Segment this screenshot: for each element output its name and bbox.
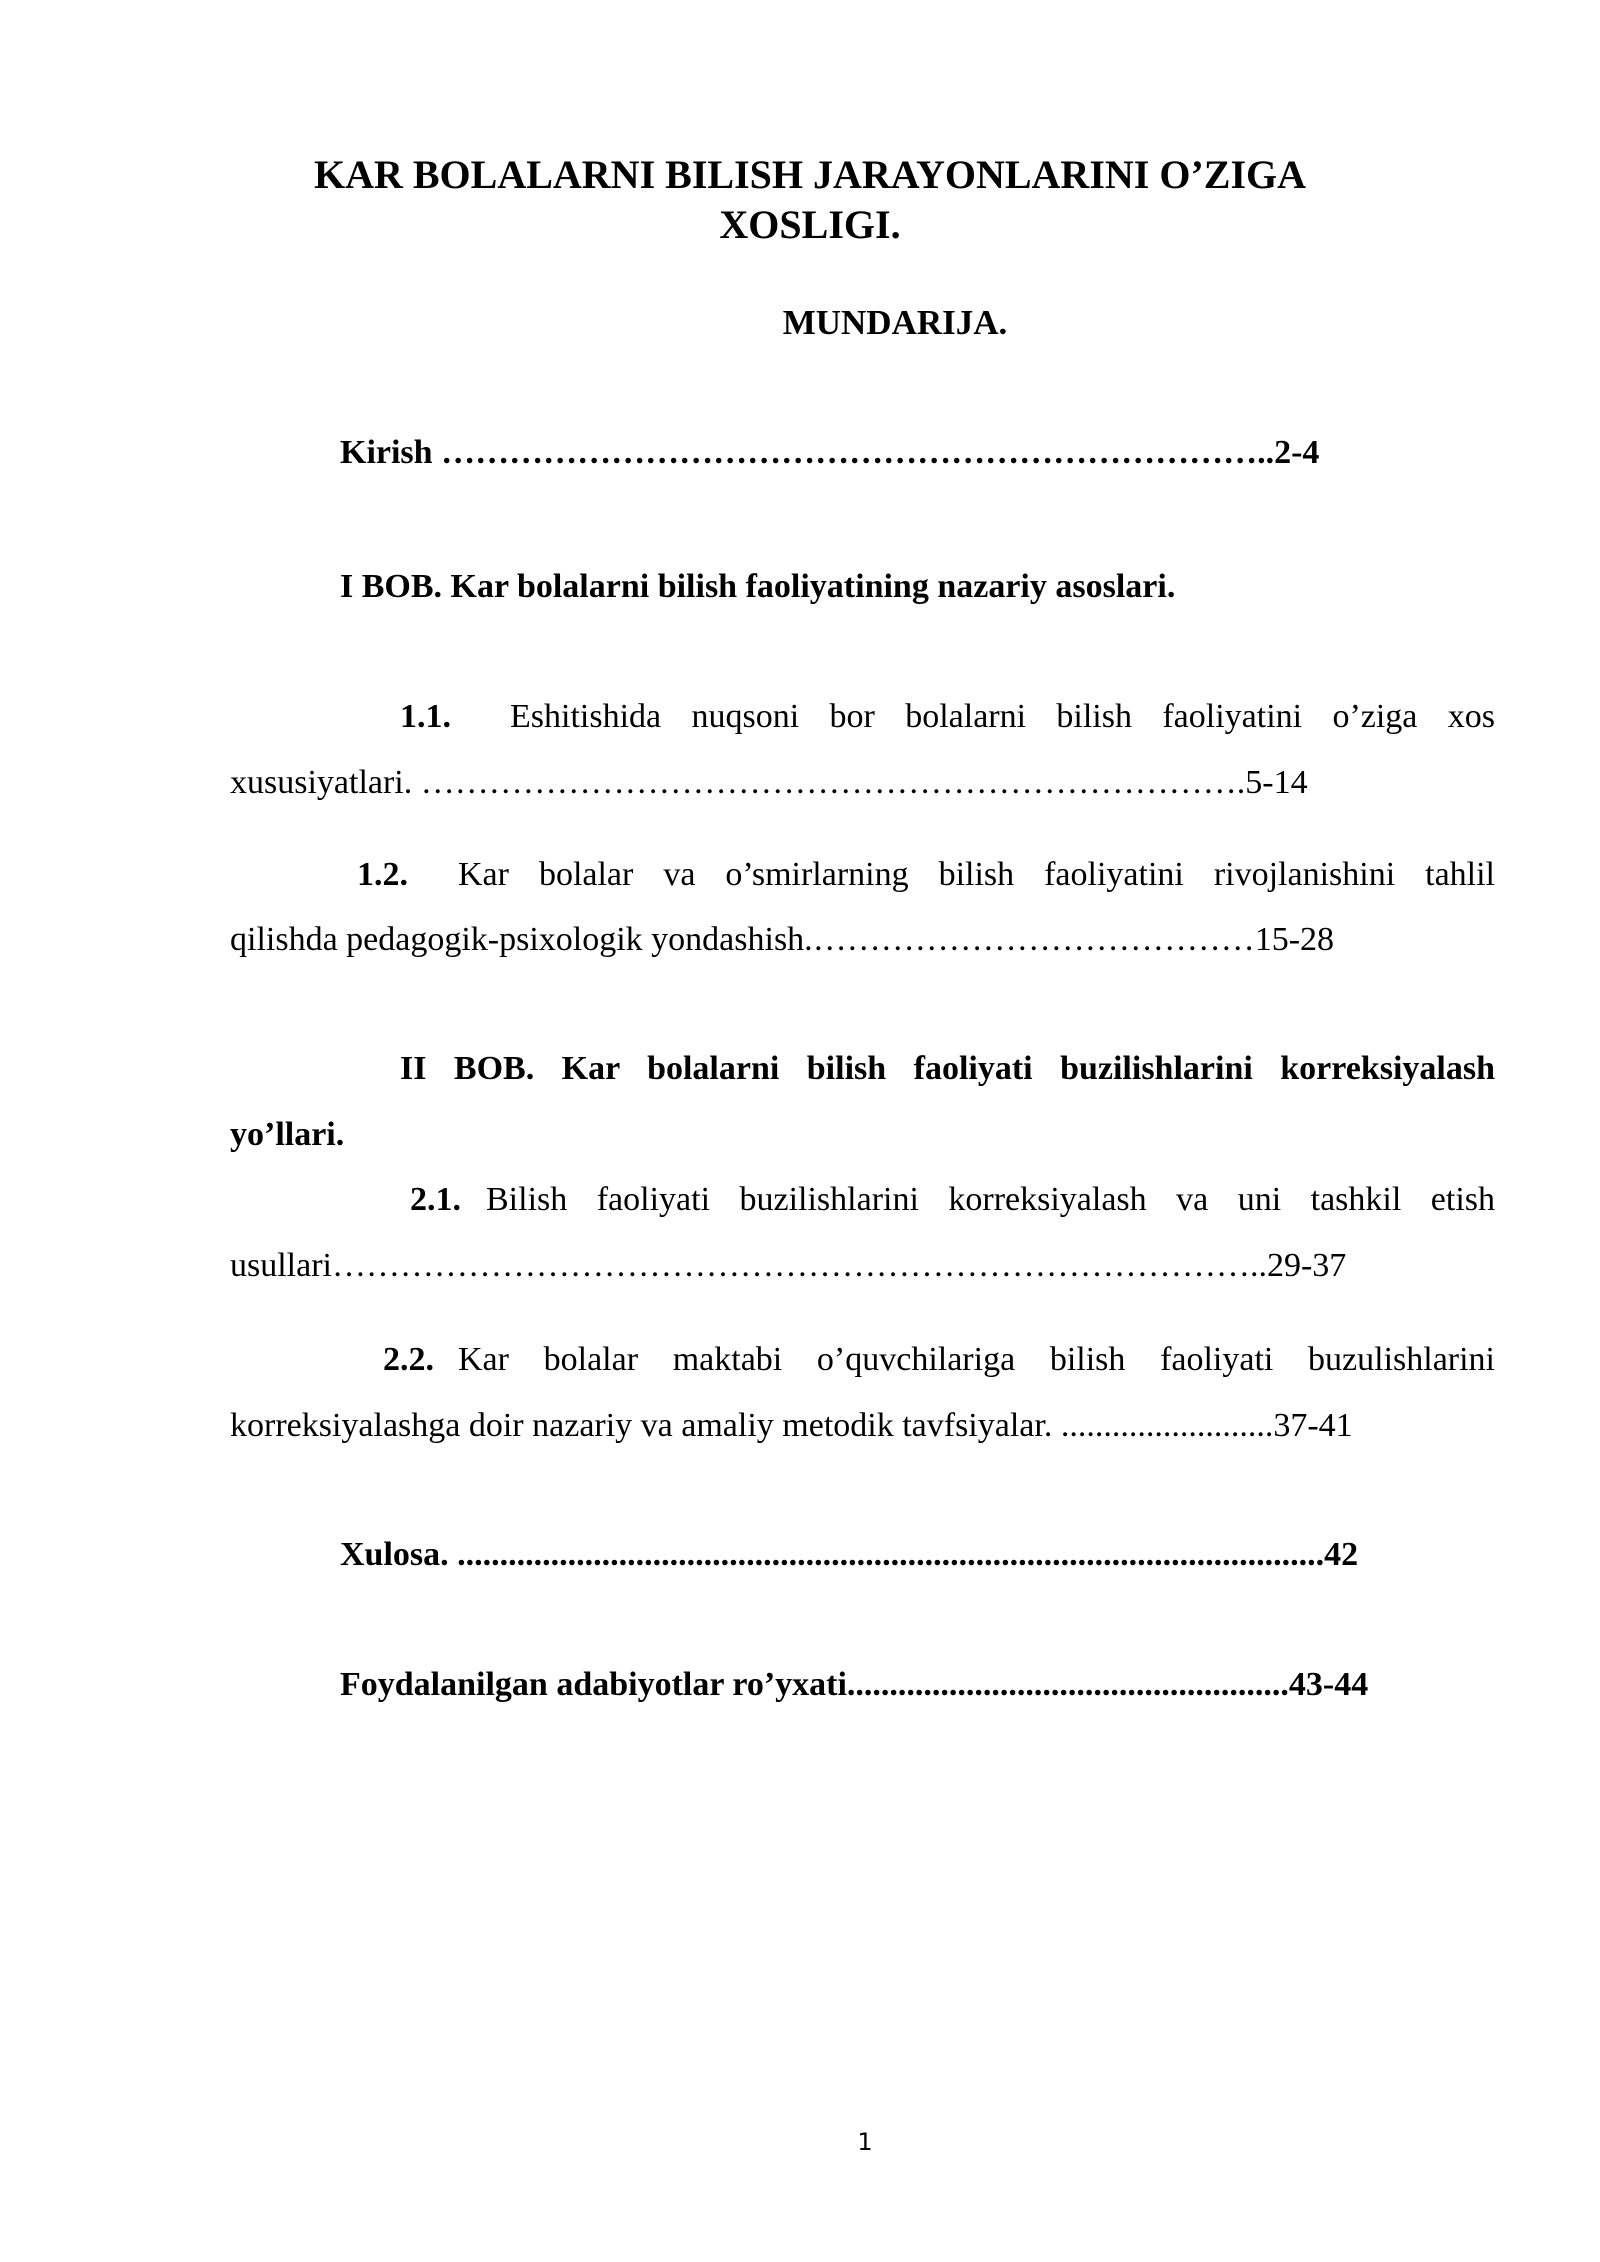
toc-section-1-1-text [510, 697, 1495, 737]
toc-section-text: Eshitishida nuqsoni bor bolalarni bilish faoliyatini o’ziga xos [510, 698, 1495, 735]
toc-section-1-2-line-1[interactable] [357, 855, 408, 895]
toc-page-range: 43-44 [1288, 1666, 1369, 1703]
page-number: 1 [857, 2128, 873, 2156]
toc-entry-xulosa[interactable] [340, 1535, 1358, 1575]
toc-entry-label: Foydalanilgan adabiyotlar ro’yxati [340, 1666, 847, 1703]
toc-chapter-2-title-line-2[interactable]: yo’llari. [230, 1116, 345, 1153]
toc-entry-label: Kirish [340, 434, 442, 471]
toc-section-number: 2.1. [410, 1181, 461, 1218]
toc-section-text-continued: xususiyatlari. [230, 764, 421, 801]
toc-page-range: 5-14 [1245, 764, 1308, 801]
toc-section-2-2-text [458, 1340, 1495, 1380]
toc-section-2-1-text [486, 1180, 1495, 1220]
document-title-line-1: KAR BOLALARNI BILISH JARAYONLARINI O’ZIGA [313, 152, 1307, 197]
toc-entry-label: Xulosa. [340, 1536, 458, 1573]
contents-heading: MUNDARIJA. [782, 303, 1008, 342]
toc-page-range: 15-28 [1254, 921, 1335, 958]
toc-dot-leader: ……………………………………………………………….. [441, 434, 1275, 471]
toc-chapter-1-title[interactable]: I BOB. Kar bolalarni bilish faoliyatining nazariy asoslari. [340, 568, 1176, 605]
toc-page-range: 29-37 [1266, 1247, 1347, 1284]
document-title [230, 150, 1390, 250]
toc-dot-leader: ......................... [1060, 1407, 1274, 1444]
toc-page-range: 42 [1324, 1536, 1359, 1573]
toc-section-text-continued: qilishda pedagogik-psixologik yondashish. [230, 921, 813, 958]
toc-section-1-2-text [458, 855, 1495, 895]
toc-dot-leader: ...................................................................................................... [457, 1536, 1325, 1573]
toc-section-text: Bilish faoliyati buzilishlarini korreksiyalash va uni tashkil etish [486, 1181, 1495, 1218]
toc-page-range: 37-41 [1273, 1407, 1353, 1444]
toc-section-1-1-line-1[interactable] [400, 697, 451, 737]
toc-chapter-2-title-line-1[interactable] [400, 1049, 1495, 1089]
toc-page-range: 2-4 [1274, 434, 1320, 471]
document-title-line-2: XOSLIGI. [719, 202, 901, 247]
toc-section-1-2-line-2[interactable] [230, 920, 1334, 960]
toc-section-number: 1.1. [400, 698, 451, 735]
toc-dot-leader: ……………………………………………………………………….. [331, 1247, 1267, 1284]
toc-dot-leader: .................................................... [846, 1666, 1289, 1703]
toc-section-text-continued: usullari [230, 1247, 332, 1284]
toc-dot-leader: ………………………………………………………………. [420, 764, 1246, 801]
toc-section-2-2-line-2[interactable] [230, 1406, 1353, 1446]
toc-section-2-2-line-1[interactable] [383, 1340, 434, 1380]
toc-section-text: Kar bolalar maktabi o’quvchilariga bilish faoliyati buzulishlarini [458, 1341, 1495, 1378]
toc-entry-references[interactable] [340, 1665, 1368, 1705]
toc-section-1-1-line-2[interactable] [230, 763, 1308, 803]
toc-section-number: 2.2. [383, 1341, 434, 1378]
toc-chapter-title: II BOB. Kar bolalarni bilish faoliyati buzilishlarini korreksiyalash [400, 1050, 1495, 1087]
toc-section-text: Kar bolalar va o’smirlarning bilish faoliyatini rivojlanishini tahlil [458, 856, 1495, 893]
toc-section-text-continued: korreksiyalashga doir nazariy va amaliy metodik tavfsiyalar. [230, 1407, 1061, 1444]
toc-section-number: 1.2. [357, 856, 408, 893]
toc-dot-leader: ………………………………… [812, 921, 1255, 958]
toc-section-2-1-line-1[interactable] [410, 1180, 461, 1220]
toc-entry-kirish[interactable] [340, 433, 1319, 473]
toc-section-2-1-line-2[interactable] [230, 1246, 1346, 1286]
